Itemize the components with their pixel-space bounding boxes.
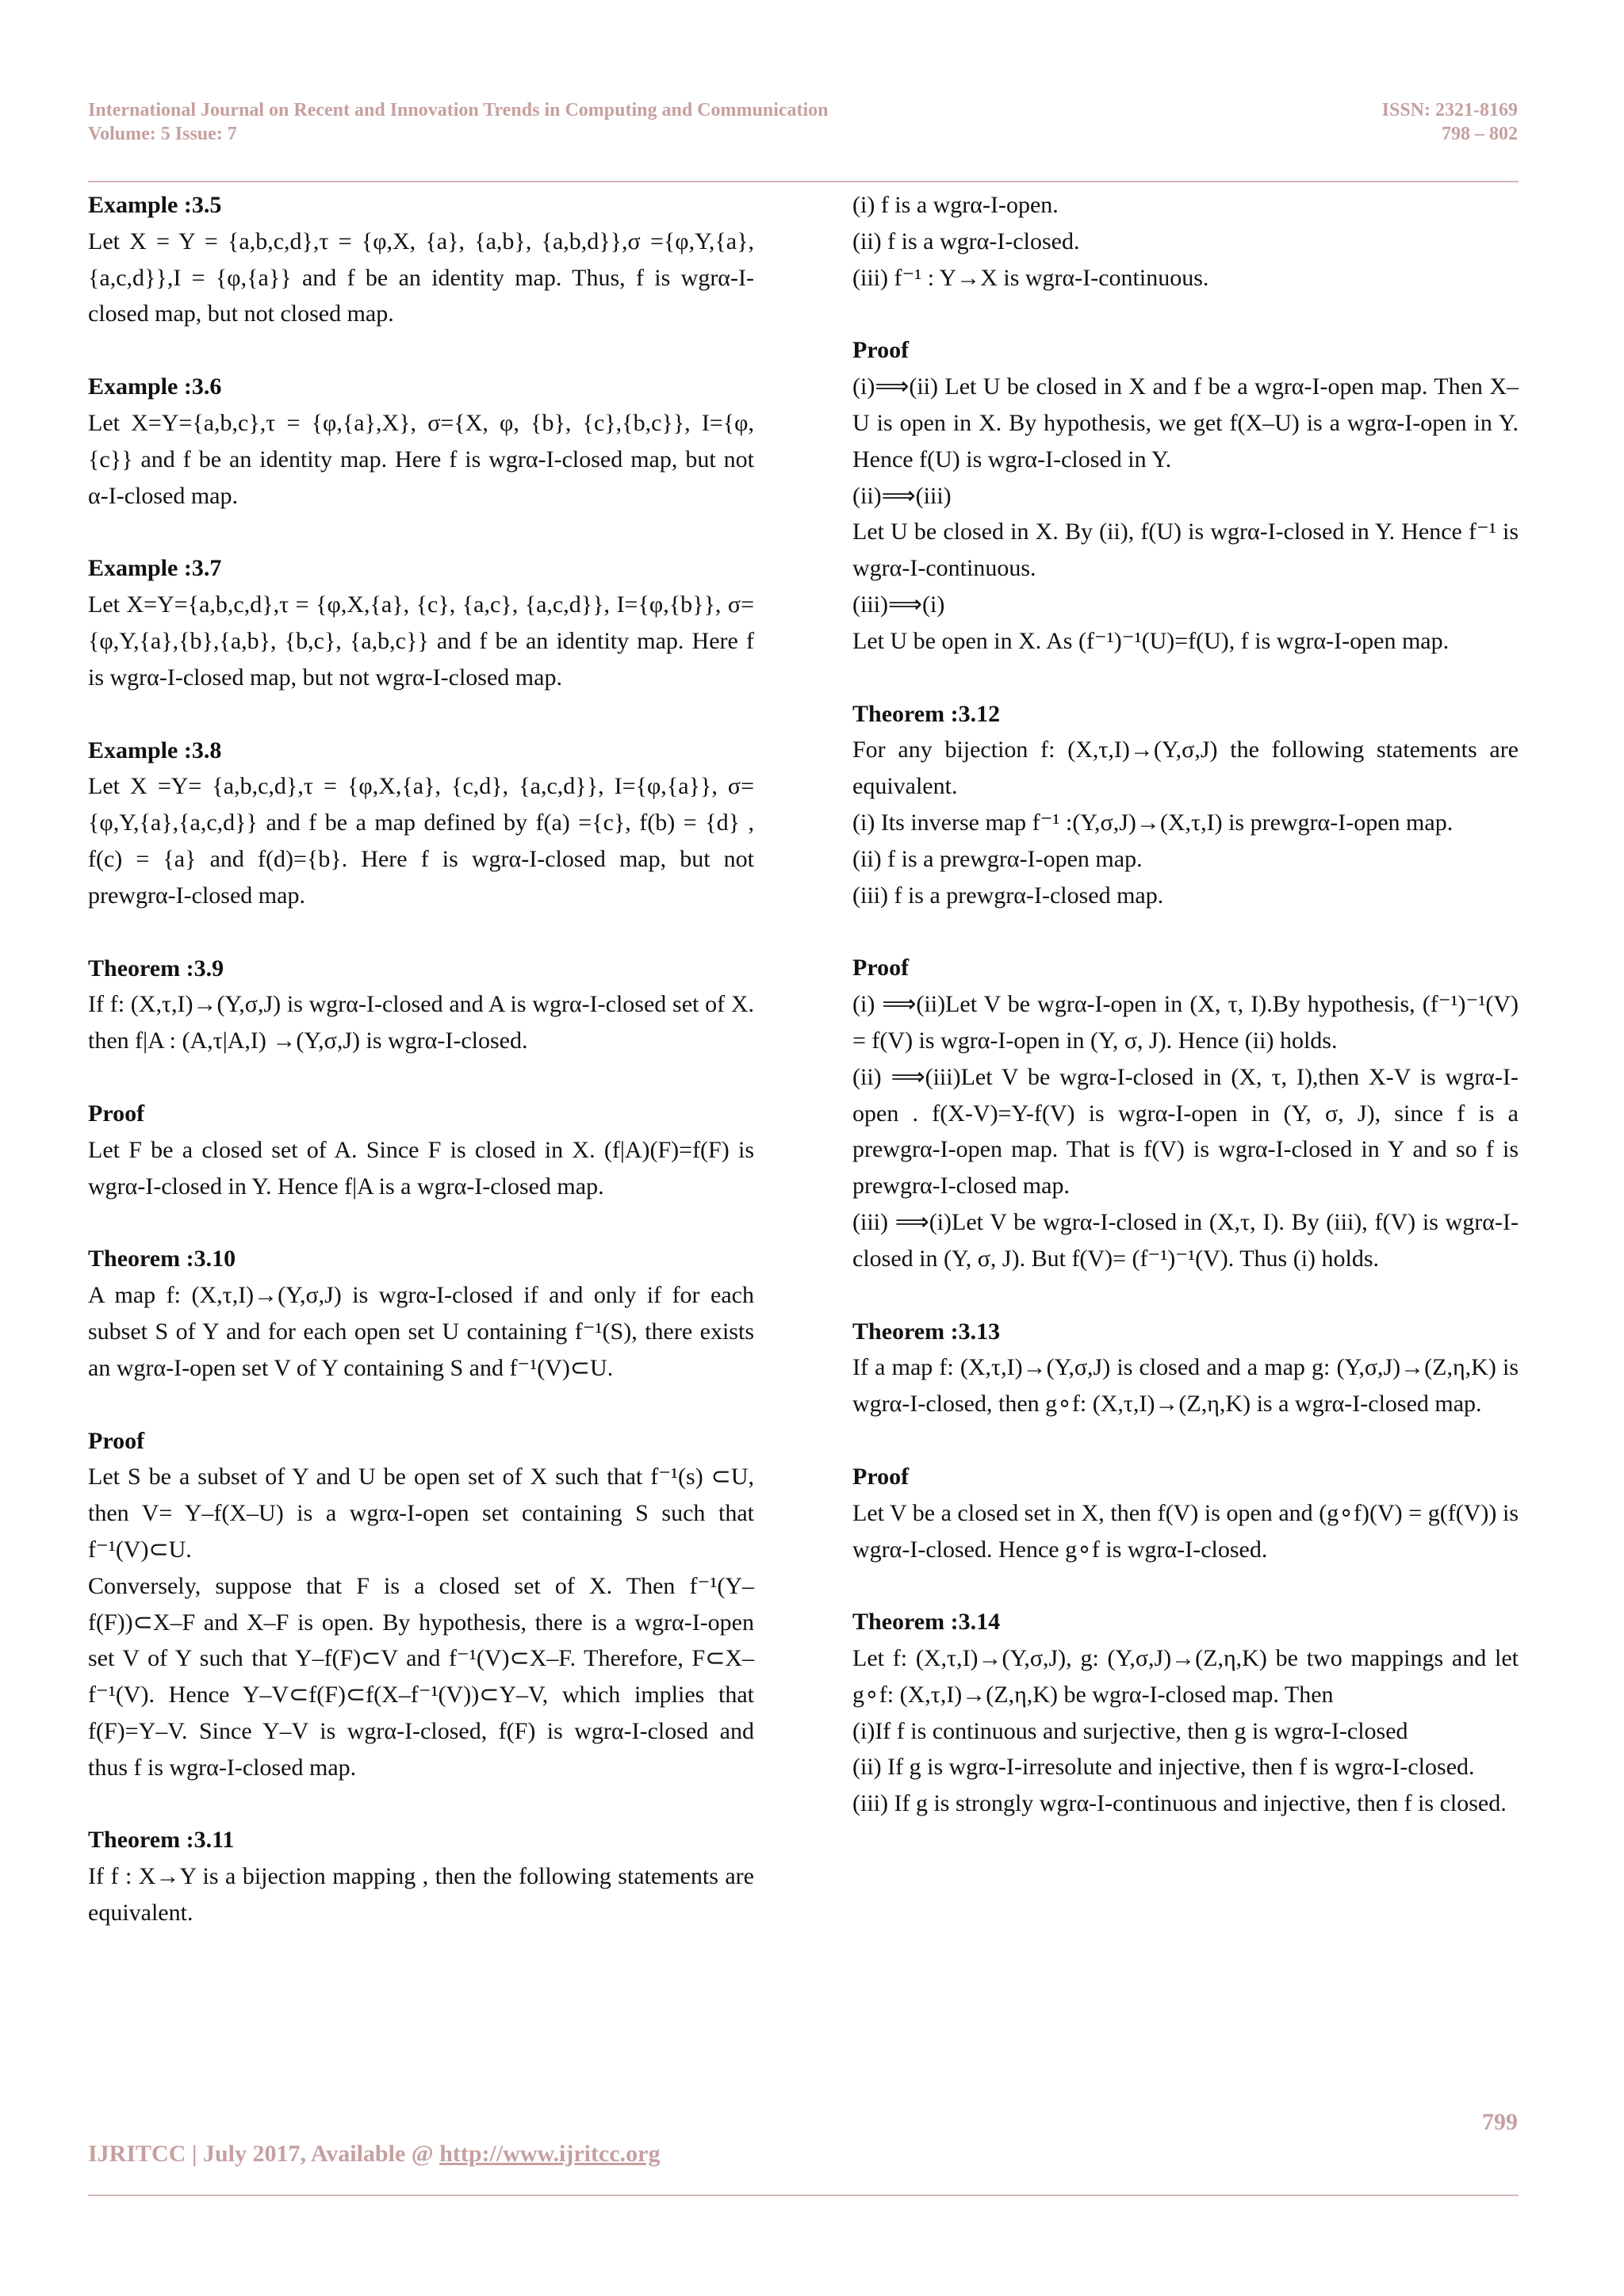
paragraph-line: (ii) f is a prewgrα-I-open map. — [852, 845, 1143, 872]
section-block — [88, 951, 754, 1059]
section-block — [88, 1241, 754, 1386]
section-block — [88, 187, 754, 332]
section-block — [88, 733, 754, 914]
section-heading: Proof — [852, 955, 910, 982]
section-heading: Theorem :3.13 — [852, 1318, 1001, 1345]
section-block — [88, 550, 754, 695]
paragraph-line: A map f: (X,τ,I)→(Y,σ,J) is wgrα-I-closed if and only if for each subset S of Y and for each open set U containing f⁻¹(S), there exists an wgrα-I-open set V of Y containing S and f⁻¹(V)⊂U. — [88, 1282, 754, 1381]
issn: ISSN: 2321-8169 — [1381, 100, 1518, 121]
section-heading: Theorem :3.11 — [88, 1827, 235, 1854]
section-heading: Theorem :3.9 — [88, 955, 224, 982]
right-column — [852, 187, 1519, 1858]
paragraph-line: Let X =Y= {a,b,c,d},τ = {φ,X,{a}, {c,d}, {a,c,d}}, I={φ,{a}}, σ={φ,Y,{a},{a,c,d}} and f be a map defined by f(a) ={c}, f(b) = {d} , f(c) = {a} and f(d)={b}. Here f is wgrα-I-closed map, but not prewgrα-I-closed map. — [88, 773, 754, 909]
section-heading: Example :3.8 — [88, 737, 222, 763]
section-heading: Proof — [88, 1427, 145, 1454]
section-heading: Proof — [852, 1463, 910, 1490]
section-heading: Proof — [852, 337, 910, 364]
paragraph-line: (ii) f is a wgrα-I-closed. — [852, 228, 1080, 254]
paragraph-line: If f: (X,τ,I)→(Y,σ,J) is wgrα-I-closed and A is wgrα-I-closed set of X. then f|A : (A,τ|A,I) →(Y,σ,J) is wgrα-I-closed. — [88, 991, 754, 1054]
section-block — [88, 1096, 754, 1204]
paragraph-line: Conversely, suppose that F is a closed set of X. Then f⁻¹(Y–f(F))⊂X–F and X–F is open. By hypothesis, there is a wgrα-I-open set V of Y such that Y–f(F)⊂V and f⁻¹(V)⊂X–F. Therefore, F⊂X–f⁻¹(V). Hence Y–V⊂f(F)⊂f(X–f⁻¹(V))⊂Y–V, which implies that f(F)=Y–V. Since Y–V is wgrα-I-closed, f(F) is wgrα-I-closed and thus f is wgrα-I-closed map. — [88, 1572, 754, 1781]
page-range: 798 – 802 — [1442, 124, 1518, 144]
paragraph-line: If a map f: (X,τ,I)→(Y,σ,J) is closed and a map g: (Y,σ,J)→(Z,η,K) is wgrα-I-closed, then g∘f: (X,τ,I)→(Z,η,K) is a wgrα-I-closed map. — [852, 1354, 1519, 1418]
running-header-right — [1382, 98, 1518, 146]
paragraph-line: (ii) If g is wgrα-I-irresolute and injective, then f is wgrα-I-closed. — [852, 1754, 1475, 1781]
paragraph-line: (i) Its inverse map f⁻¹ :(Y,σ,J)→(X,τ,I) is prewgrα-I-open map. — [852, 809, 1454, 836]
paragraph-line: Let X = Y = {a,b,c,d},τ = {φ,X, {a}, {a,b}, {a,b,d}},σ ={φ,Y,{a},{a,c,d}},I = {φ,{a}} and f be an identity map. Thus, f is wgrα-I-closed map, but not closed map. — [88, 228, 754, 327]
paragraph-line: Let U be open in X. As (f⁻¹)⁻¹(U)=f(U), f is wgrα-I-open map. — [852, 627, 1450, 654]
section-heading: Proof — [88, 1100, 145, 1127]
paragraph-line: Let F be a closed set of A. Since F is closed in X. (f|A)(F)=f(F) is wgrα-I-closed in Y. Hence f|A is a wgrα-I-closed map. — [88, 1136, 754, 1200]
paragraph-line: (ii) ⟹(iii)Let V be wgrα-I-closed in (X, τ, I),then X-V is wgrα-I-open . f(X-V)=Y-f(V) is wgrα-I-open in (Y, σ, J), since f is a prewgrα-I-open map. That is f(V) is wgrα-I-closed in Y and so f is prewgrα-I-closed map. — [852, 1063, 1519, 1200]
section-heading: Example :3.6 — [88, 373, 222, 400]
paragraph-line: (iii) ⟹(i)Let V be wgrα-I-closed in (X,τ, I). By (iii), f(V) is wgrα-I-closed in (Y, σ, J). But f(V)= (f⁻¹)⁻¹(V). Thus (i) holds. — [852, 1208, 1519, 1272]
paragraph-line: (iii) f is a prewgrα-I-closed map. — [852, 882, 1164, 909]
paragraph-line: Let U be closed in X. By (ii), f(U) is wgrα-I-closed in Y. Hence f⁻¹ is wgrα-I-continuous. — [852, 519, 1519, 582]
footer-credit-text: IJRITCC | July 2017, Available @ — [88, 2141, 440, 2167]
paragraph-line: (iii) f⁻¹ : Y→X is wgrα-I-continuous. — [852, 264, 1209, 291]
section-block — [852, 950, 1519, 1276]
section-heading: Theorem :3.14 — [852, 1609, 1001, 1636]
paragraph-line: (i)If f is continuous and surjective, then g is wgrα-I-closed — [852, 1717, 1408, 1744]
paragraph-line: Let X=Y={a,b,c,d},τ = {φ,X,{a}, {c}, {a,c}, {a,c,d}}, I={φ,{b}}, σ={φ,Y,{a},{b},{a,b}, {b,c}, {a,b,c}} and f be an identity map. Here f is wgrα-I-closed map, but not wgrα-I-closed map. — [88, 591, 754, 691]
paragraph-line: (i) ⟹(ii)Let V be wgrα-I-open in (X, τ, I).By hypothesis, (f⁻¹)⁻¹(V) = f(V) is wgrα-I-open in (Y, σ, J). Hence (ii) holds. — [852, 991, 1519, 1054]
section-heading: Theorem :3.10 — [88, 1246, 236, 1272]
left-column — [88, 187, 754, 1968]
paragraph-line: Let f: (X,τ,I)→(Y,σ,J), g: (Y,σ,J)→(Z,η,K) be two mappings and let g∘f: (X,τ,I)→(Z,η,K) be wgrα-I-closed map. Then — [852, 1645, 1519, 1708]
paragraph-line: For any bijection f: (X,τ,I)→(Y,σ,J) the following statements are equivalent. — [852, 737, 1519, 800]
paragraph-line: (i) f is a wgrα-I-open. — [852, 192, 1059, 218]
paragraph-line: (iii)⟹(i) — [852, 591, 945, 618]
journal-link[interactable]: http://www.ijritcc.org — [439, 2141, 661, 2167]
section-block — [88, 1822, 754, 1931]
section-block — [852, 696, 1519, 914]
running-header-left — [88, 98, 829, 146]
footer-rule — [88, 2195, 1519, 2196]
footer-credit — [88, 2141, 660, 2168]
header-rule — [88, 181, 1519, 182]
section-block — [852, 1604, 1519, 1822]
section-heading: Theorem :3.12 — [852, 700, 1001, 727]
paragraph-line: (ii)⟹(iii) — [852, 482, 952, 509]
paragraph-line: Let X=Y={a,b,c},τ = {φ,{a},X}, σ={X, φ, {b}, {c},{b,c}}, I={φ,{c}} and f be an identity map. Here f is wgrα-I-closed map, but not α-I-closed map. — [88, 409, 754, 509]
journal-title: International Journal on Recent and Innovation Trends in Computing and Communication — [88, 100, 829, 121]
paragraph-line: Let S be a subset of Y and U be open set of X such that f⁻¹(s) ⊂U, then V= Y–f(X–U) is a wgrα-I-open set containing S such that f⁻¹(V)⊂U. — [88, 1464, 754, 1563]
paragraph-line: (i)⟹(ii) Let U be closed in X and f be a wgrα-I-open map. Then X–U is open in X. By hypothesis, we get f(X–U) is a wgrα-I-open in Y. Hence f(U) is wgrα-I-closed in Y. — [852, 373, 1519, 473]
section-block — [852, 1459, 1519, 1567]
section-heading: Example :3.5 — [88, 192, 222, 218]
section-block — [852, 187, 1519, 296]
paragraph-line: (iii) If g is strongly wgrα-I-continuous and injective, then f is closed. — [852, 1790, 1507, 1817]
section-block — [852, 1314, 1519, 1422]
section-block — [852, 332, 1519, 659]
page-number: 799 — [1482, 2109, 1518, 2135]
paragraph-line: Let V be a closed set in X, then f(V) is open and (g∘f)(V) = g(f(V)) is wgrα-I-closed. Hence g∘f is wgrα-I-closed. — [852, 1499, 1519, 1563]
section-block — [88, 369, 754, 514]
paragraph-line: If f : X→Y is a bijection mapping , then the following statements are equivalent. — [88, 1863, 754, 1927]
section-block — [88, 1423, 754, 1786]
section-heading: Example :3.7 — [88, 555, 222, 582]
volume-issue: Volume: 5 Issue: 7 — [88, 124, 237, 144]
